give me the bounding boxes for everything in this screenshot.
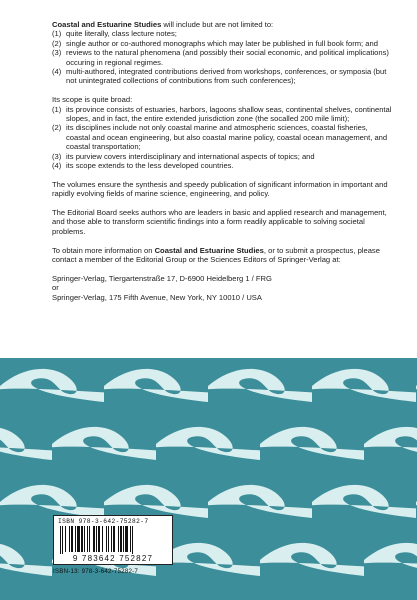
barcode-bar xyxy=(120,526,122,552)
address-new-york: Springer-Verlag, 175 Fifth Avenue, New York, NY 10010 / USA xyxy=(52,292,262,302)
barcode-bar xyxy=(62,526,63,554)
list-item: (3) reviews to the natural phenomena (and possibly their social economic, and political implications) occuring in regional regimes. xyxy=(52,48,389,67)
series-name: Coastal and Estuarine Studies xyxy=(52,20,162,29)
series-name: Coastal and Estuarine Studies xyxy=(154,245,264,255)
barcode-bar xyxy=(93,526,95,552)
barcode-bar xyxy=(125,526,128,552)
barcode-bar xyxy=(71,526,73,552)
barcode-bar xyxy=(84,526,85,552)
intro-sentence xyxy=(52,20,392,29)
list-item: (4) multi-authored, integrated contributions derived from workshops, conferences, or symposia (but not unintegrated collections of contributions from such conferences); xyxy=(52,67,387,86)
list-item: (2) single author or co-authored monographs which may later be published in full book form; and xyxy=(52,38,378,48)
list-item: (3) its purview covers interdisciplinary and international aspects of topics; and xyxy=(52,151,315,161)
board-paragraph: The Editorial Board seeks authors who are leaders in basic and applied research and management, and those able to transform scientific findings into a form readily applicable to solving societal problems. xyxy=(52,208,387,236)
barcode-bar xyxy=(60,526,61,554)
isbn-label: ISBN 978-3-642-75282-7 xyxy=(58,518,149,525)
list-item: (1) quite literally, class lecture notes; xyxy=(52,29,177,39)
barcode-bar xyxy=(113,526,115,552)
address-heidelberg: Springer-Verlag, Tiergartenstraße 17, D-6900 Heidelberg 1 / FRG xyxy=(52,273,272,283)
list-item: (2) its disciplines include not only coastal marine and atmospheric sciences, coastal fisheries, coastal and ocean engineering, but also coastal marine policy, coastal ocean management, and coastal transportation; xyxy=(52,123,388,152)
barcode-bar xyxy=(81,526,83,552)
barcode-bar xyxy=(98,526,100,552)
barcode xyxy=(53,515,173,565)
barcode-bar xyxy=(96,526,97,552)
list-item: (1) its province consists of estuaries, harbors, lagoons shallow seas, continental shelves, continental slopes, and in fact, the entire extended jurisdiction zone (the socalled 200 mile limit); xyxy=(52,104,392,124)
list-item: (4) its scope extends to the less developed countries. xyxy=(52,161,234,171)
barcode-bar xyxy=(123,526,124,552)
barcode-bar xyxy=(108,526,109,552)
barcode-bar xyxy=(130,526,131,552)
barcode-bar xyxy=(102,526,103,552)
barcode-bar xyxy=(132,526,133,554)
barcode-digits: 9 783642 752827 xyxy=(72,554,154,563)
barcode-bar xyxy=(87,526,88,552)
intro-lead: will include but are not limited to: xyxy=(161,20,274,29)
include-list xyxy=(52,29,392,85)
barcode-bar xyxy=(65,526,66,552)
volumes-paragraph: The volumes ensure the synthesis and speedy publication of significant information in important and rapidly evolving fields of marine science, engineering, and policy. xyxy=(52,179,388,199)
barcode-bars xyxy=(58,526,168,554)
barcode-bar xyxy=(118,526,119,552)
barcode-bar xyxy=(77,526,80,552)
barcode-bar xyxy=(75,526,76,552)
barcode-bar xyxy=(111,526,112,552)
barcode-bar xyxy=(69,526,70,552)
or-label: or xyxy=(52,283,59,293)
scope-heading: Its scope is quite broad: xyxy=(52,95,133,105)
isbn-13: ISBN-13: 978-3-642-75282-7 xyxy=(53,568,138,575)
barcode-bar xyxy=(106,526,107,552)
description-text xyxy=(52,20,392,302)
contact-paragraph: To obtain more information on Coastal and Estuarine Studies, or to submit a prospectus, please contact a member of the Editorial Group or the Sciences Editors of Springer-Verlag at: xyxy=(52,245,380,265)
scope-list xyxy=(52,105,392,171)
barcode-bar xyxy=(89,526,90,552)
